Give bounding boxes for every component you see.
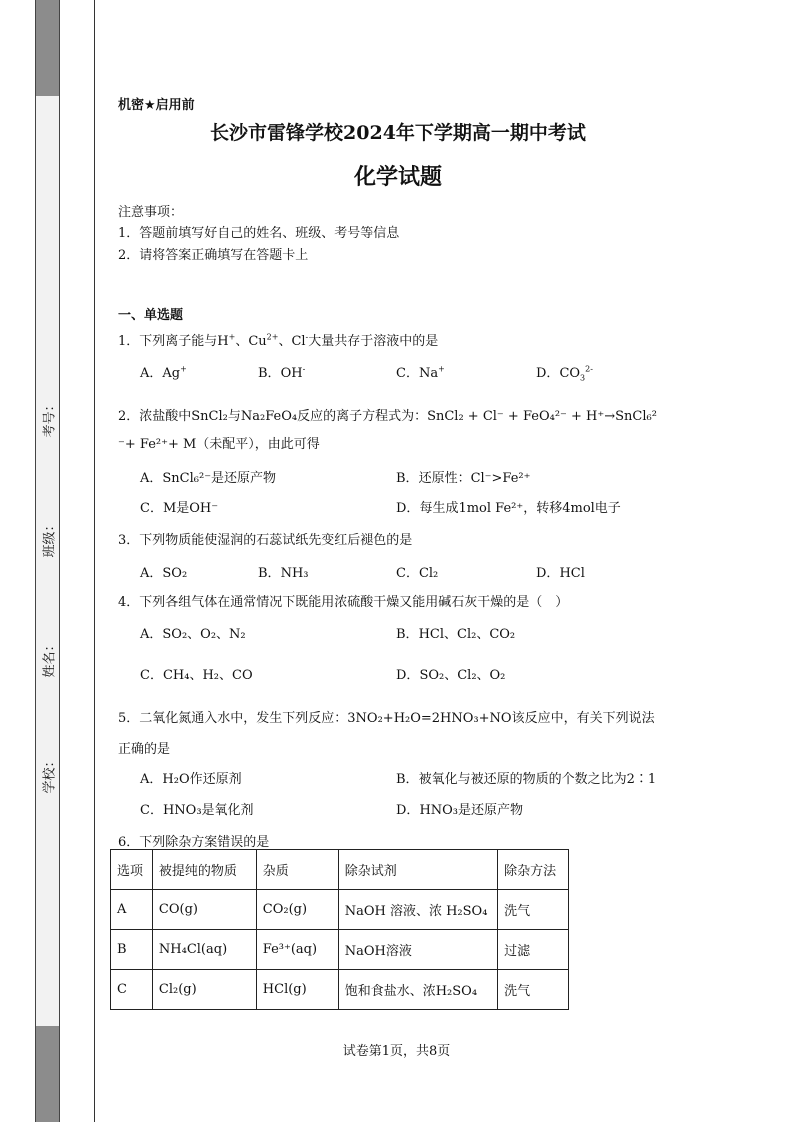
- table-cell: 过滤: [498, 930, 569, 970]
- class-label: [39, 542, 58, 558]
- purification-table: [110, 849, 569, 1010]
- notes-heading: 注意事项：: [118, 205, 184, 220]
- q4-option-a: A．SO₂、O₂、N₂: [140, 627, 246, 642]
- table-cell: 洗气: [498, 890, 569, 930]
- q3-option-d: D．HCl: [536, 566, 585, 581]
- q2-option-d: D．每生成1mol Fe²⁺，转移4mol电子: [396, 501, 621, 516]
- question-4-stem: 4．下列各组气体在通常情况下既能用浓硫酸干燥又能用碱石灰干燥的是（ ）: [118, 595, 569, 610]
- question-5-stem-line2: 正确的是: [118, 742, 171, 757]
- table-cell: NH₄Cl(aq): [152, 930, 256, 970]
- table-header-cell: 杂质: [256, 850, 338, 890]
- binding-bar-top-block: [36, 0, 59, 96]
- q5-option-d: D．HNO₃是还原产物: [396, 803, 524, 818]
- table-cell: B: [111, 930, 153, 970]
- table-cell: Fe³⁺(aq): [256, 930, 338, 970]
- q1-option-a: A．Ag+: [140, 364, 187, 381]
- q4-option-d: D．SO₂、Cl₂、O₂: [396, 668, 506, 683]
- table-cell: A: [111, 890, 153, 930]
- q2-option-c: C．M是OH⁻: [140, 501, 219, 516]
- section-heading: 一、单选题: [118, 308, 184, 323]
- table-row: [111, 890, 569, 930]
- question-1-stem: 1．下列离子能与H+、$Cu^{2+}$、Cl-大量共存于溶液中的是: [118, 332, 439, 349]
- question-2-stem-line1: 2．浓盐酸中SnCl₂与Na₂FeO₄反应的离子方程式为：SnCl₂ + Cl⁻ + FeO₄²⁻ + H⁺→SnCl₆²: [118, 409, 657, 424]
- note-item: 1．答题前填写好自己的姓名、班级、考号等信息: [118, 226, 400, 241]
- secret-mark: 机密★启用前: [118, 98, 195, 113]
- table-cell: 饱和食盐水、浓H₂SO₄: [338, 970, 497, 1010]
- q5-option-c: C．HNO₃是氧化剂: [140, 803, 254, 818]
- table-header-cell: 选项: [111, 850, 153, 890]
- q3-option-a: A．SO₂: [140, 566, 188, 581]
- name-label: [39, 662, 58, 678]
- table-cell: NaOH溶液: [338, 930, 497, 970]
- q5-option-a: A．H₂O作还原剂: [140, 772, 242, 787]
- exam-subject: 化学试题: [353, 164, 442, 190]
- q2-option-b: B．还原性：Cl⁻>Fe²⁺: [396, 471, 531, 486]
- page-footer: 试卷第1页，共8页: [342, 1044, 451, 1059]
- exam-number-label: [39, 422, 58, 438]
- q1-option-b: B．OH-: [258, 364, 306, 381]
- q1-option-c: C．Na+: [396, 364, 445, 381]
- table-header-cell: 被提纯的物质: [152, 850, 256, 890]
- q4-option-c: C．CH₄、H₂、CO: [140, 668, 253, 683]
- binding-bar: [35, 0, 60, 1122]
- table-header-cell: 除杂方法: [498, 850, 569, 890]
- table-cell: CO(g): [152, 890, 256, 930]
- question-3-stem: 3．下列物质能使湿润的石蕊试纸先变红后褪色的是: [118, 533, 413, 548]
- table-cell: NaOH 溶液、浓 H₂SO₄: [338, 890, 497, 930]
- question-6-stem: 6．下列除杂方案错误的是: [118, 835, 270, 850]
- table-header-cell: 除杂试剂: [338, 850, 497, 890]
- school-label: [39, 778, 58, 794]
- q3-option-b: B．NH₃: [258, 566, 309, 581]
- q4-option-b: B．HCl、Cl₂、CO₂: [396, 627, 516, 642]
- q1-option-d: D．$CO_3^{2-}$: [536, 364, 593, 383]
- table-row: [111, 930, 569, 970]
- note-item: 2．请将答案正确填写在答题卡上: [118, 248, 309, 263]
- q2-option-a: A．SnCl₆²⁻是还原产物: [140, 471, 277, 486]
- question-2-stem-line2: ⁻+ Fe²⁺+ M（未配平），由此可得: [118, 437, 320, 452]
- q3-option-c: C．Cl₂: [396, 566, 439, 581]
- q5-option-b: B．被氧化与被还原的物质的个数之比为2∶1: [396, 772, 657, 787]
- table-header-row: [111, 850, 569, 890]
- table-cell: HCl(g): [256, 970, 338, 1010]
- table-cell: 洗气: [498, 970, 569, 1010]
- question-5-stem-line1: 5．二氧化氮通入水中，发生下列反应：3NO₂+H₂O=2HNO₃+NO该反应中，有关下列说法: [118, 711, 655, 726]
- table-row: [111, 970, 569, 1010]
- table-cell: CO₂(g): [256, 890, 338, 930]
- table-cell: Cl₂(g): [152, 970, 256, 1010]
- margin-line: [94, 0, 95, 1122]
- binding-strip: [0, 0, 95, 1122]
- table-cell: C: [111, 970, 153, 1010]
- q5-equation: 3NO₂+H₂O=2HNO₃+NO: [347, 711, 512, 726]
- exam-title: 长沙市雷锋学校2024年下学期高一期中考试: [210, 122, 586, 144]
